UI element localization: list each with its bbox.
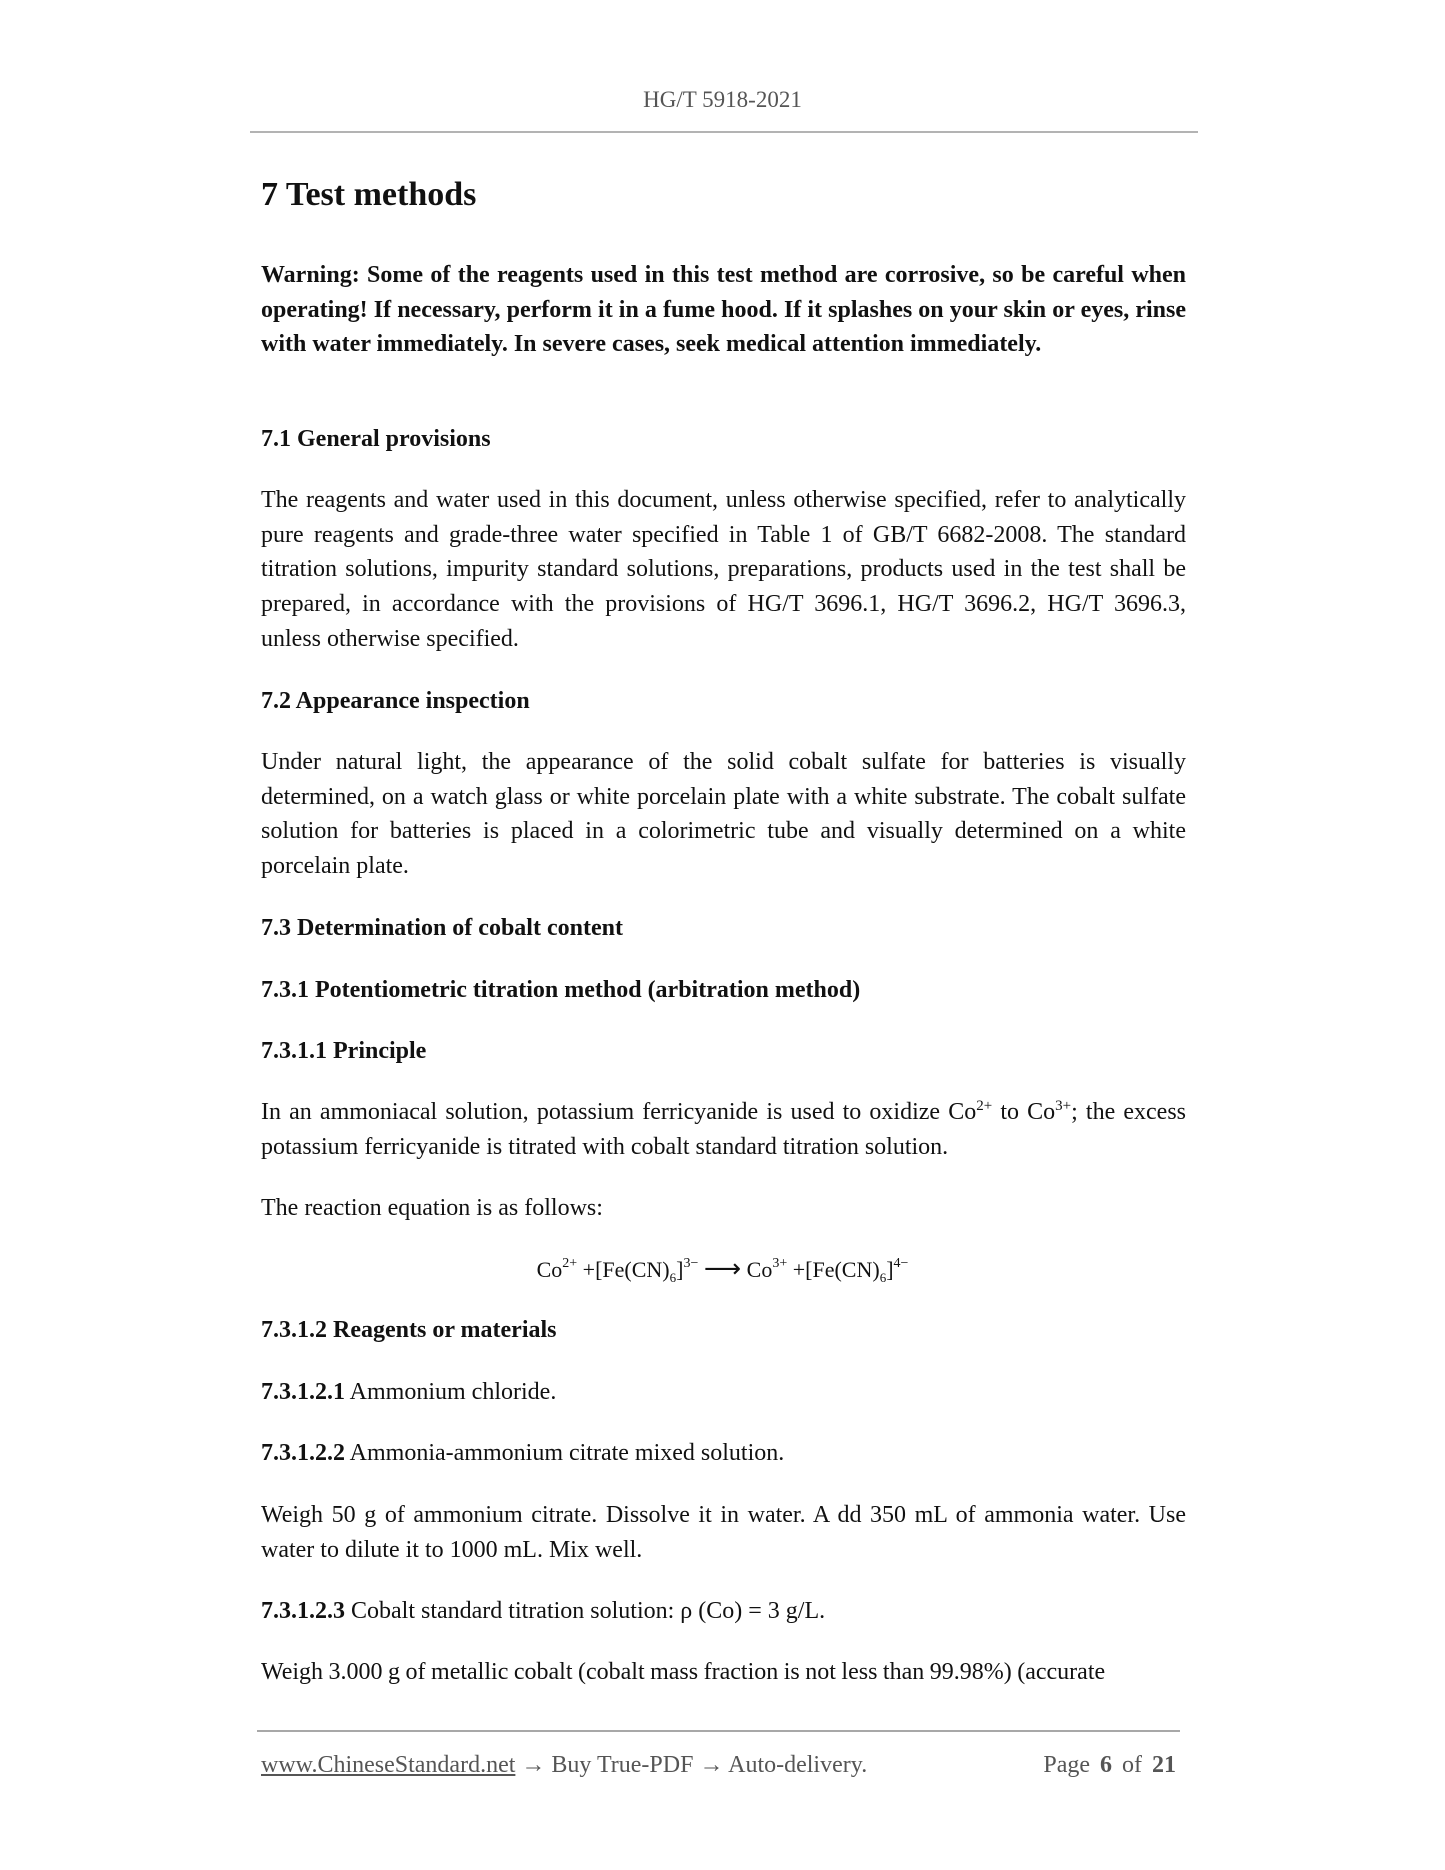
eq-term: Co [536,1257,563,1282]
paragraph-7-1: The reagents and water used in this document, unless otherwise specified, refer to analytically pure reagents and grade-three water specified in Table 1 of GB/T 6682-2008. The standard titration solutions, impurity standard solutions, preparations, products used in the test shall be prepared, in accordance with the provisions of HG/T 3696.1, HG/T 3696.2, HG/T 3696.3, unless otherwise specified. [261,487,1186,652]
paragraph-weigh-2: Weigh 3.000 g of metallic cobalt (cobalt mass fraction is not less than 99.98%) (accurate [261,1659,1106,1685]
page-label: Page [1043,1752,1090,1778]
reaction-arrow-icon: ⟶ [703,1254,742,1284]
total-pages: 21 [1152,1752,1176,1778]
eq-term: Co [746,1257,773,1282]
footer-divider [257,1730,1180,1732]
item-number: 7.3.1.2.3 [261,1598,345,1624]
principle-paragraph [261,1095,1186,1164]
text: ; the excess potassium ferricyanide is titrated with cobalt standard titration solution. [261,1099,1187,1160]
item-text: Cobalt standard titration solution: ρ (Co) = 3 g/L. [345,1598,826,1624]
heading-7-3-1-2: 7.3.1.2 Reagents or materials [261,1317,557,1343]
website-link[interactable]: www.ChineseStandard.net [261,1752,516,1778]
header-divider [250,131,1198,133]
reagent-item [261,1436,1186,1471]
text: In an ammoniacal solution, potassium ferricyanide is used to oxidize Co [261,1099,977,1125]
item-number: 7.3.1.2.2 [261,1440,345,1466]
document-id-header: HG/T 5918-2021 [643,87,802,112]
superscript: 2+ [976,1098,993,1114]
eq-charge: 3+ [772,1256,788,1271]
heading-7-3-1: 7.3.1 Potentiometric titration method (arbitration method) [261,977,861,1003]
eq-bracket: ] [676,1257,684,1282]
reaction-equation [0,1254,1445,1285]
eq-subscript: 6 [879,1270,887,1285]
eq-charge: 3− [683,1256,699,1271]
eq-charge: 2+ [562,1256,578,1271]
heading-7-3-1-1: 7.3.1.1 Principle [261,1038,427,1064]
section-title: 7 Test methods [261,176,477,213]
warning-text: Warning: Some of the reagents used in this test method are corrosive, so be careful when operating! If necessary, perform it in a fume hood. If it splashes on your skin or eyes, rinse with water immediately. In severe cases, seek medical attention immediately. [261,262,1186,358]
heading-7-2: 7.2 Appearance inspection [261,688,530,714]
reagent-item [261,1594,1186,1629]
paragraph-weigh-1: Weigh 50 g of ammonium citrate. Dissolve it in water. A dd 350 mL of ammonia water. Use water to dilute it to 1000 mL. Mix well. [261,1502,1186,1563]
text: to Co [992,1099,1056,1125]
superscript: 3+ [1055,1098,1072,1114]
item-number: 7.3.1.2.1 [261,1379,345,1405]
page-indicator [1000,1751,1176,1779]
eq-charge: 4− [893,1256,909,1271]
reagent-item [261,1375,1186,1410]
footer-text: → Buy True-PDF → Auto-delivery. [515,1752,868,1778]
eq-term: +[Fe(CN) [787,1257,880,1282]
reaction-intro: The reaction equation is as follows: [261,1195,603,1221]
eq-bracket: ] [886,1257,894,1282]
heading-7-1: 7.1 General provisions [261,426,491,452]
heading-7-3: 7.3 Determination of cobalt content [261,915,623,941]
eq-term: +[Fe(CN) [577,1257,670,1282]
current-page: 6 [1100,1752,1112,1778]
item-text: Ammonium chloride. [345,1379,557,1405]
of-label: of [1122,1752,1142,1778]
paragraph-7-2: Under natural light, the appearance of the solid cobalt sulfate for batteries is visually determined, on a watch glass or white porcelain plate with a white substrate. The cobalt sulfate solution for batteries is placed in a colorimetric tube and visually determined on a white porcelain plate. [261,749,1186,880]
eq-subscript: 6 [669,1270,677,1285]
item-text: Ammonia-ammonium citrate mixed solution. [345,1440,785,1466]
footer-promo [261,1751,867,1779]
